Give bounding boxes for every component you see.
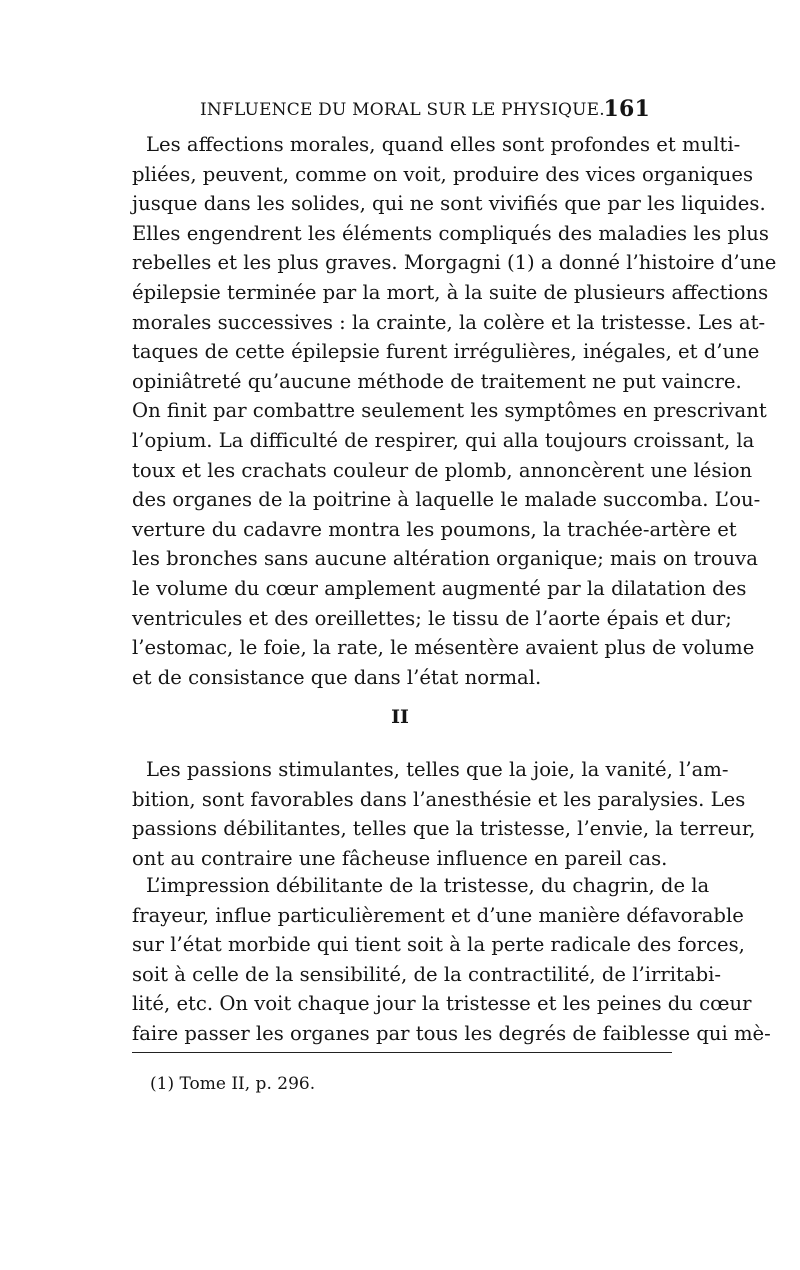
text-line: frayeur, influe particulièrement et d’une manière défavorable [132,903,744,927]
running-head [200,96,650,126]
text-line: lité, etc. On voit chaque jour la tristesse et les peines du cœur [132,992,752,1016]
text-line: des organes de la poitrine à laquelle le malade succomba. L’ou- [132,488,761,512]
section-heading: II [391,706,409,728]
text-line: rebelles et les plus graves. Morgagni (1) a donné l’histoire d’une [132,251,777,275]
text-line: l’estomac, le foie, la rate, le mésentère avaient plus de volume [132,636,755,660]
running-title: INFLUENCE DU MORAL SUR LE PHYSIQUE. [200,100,605,120]
paragraph-2 [132,755,756,873]
page-number: 161 [603,96,650,122]
text-line: jusque dans les solides, qui ne sont vivifiés que par les liquides. [132,192,766,216]
text-line: ont au contraire une fâcheuse influence en pareil cas. [132,846,668,870]
text-line: Elles engendrent les éléments compliqués des maladies les plus [132,221,769,245]
text-line: morales successives : la crainte, la colère et la tristesse. Les at- [132,310,766,334]
text-line: passions débilitantes, telles que la tristesse, l’envie, la terreur, [132,817,756,841]
text-line: et de consistance que dans l’état normal. [132,665,542,689]
text-line: l’opium. La difficulté de respirer, qui alla toujours croissant, la [132,428,755,452]
text-line: Les passions stimulantes, telles que la joie, la vanité, l’am- [146,758,729,781]
paragraph-3 [132,871,771,1049]
text-line: bition, sont favorables dans l’anesthésie et les paralysies. Les [132,787,746,811]
text-line: verture du cadavre montra les poumons, la trachée-artère et [132,517,737,541]
footnote-rule [132,1052,672,1053]
text-line: épilepsie terminée par la mort, à la suite de plusieurs affections [132,280,769,304]
text-line: ventricules et des oreillettes; le tissu de l’aorte épais et dur; [132,606,732,630]
text-line: Les affections morales, quand elles sont profondes et multi- [146,133,741,156]
text-line: sur l’état morbide qui tient soit à la perte radicale des forces, [132,933,745,957]
text-line: pliées, peuvent, comme on voit, produire des vices organiques [132,162,754,186]
footnote: (1) Tome II, p. 296. [150,1074,316,1094]
text-line: les bronches sans aucune altération organique; mais on trouva [132,547,758,571]
text-line: faire passer les organes par tous les degrés de faiblesse qui mè- [132,1021,771,1045]
text-line: On finit par combattre seulement les symptômes en prescrivant [132,399,767,423]
text-line: le volume du cœur amplement augmenté par la dilatation des [132,576,747,600]
paragraph-1 [132,130,777,692]
text-line: L’impression débilitante de la tristesse, du chagrin, de la [146,874,710,897]
text-line: toux et les crachats couleur de plomb, annoncèrent une lésion [132,458,753,482]
text-line: soit à celle de la sensibilité, de la contractilité, de l’irritabi- [132,962,721,986]
text-line: taques de cette épilepsie furent irrégulières, inégales, et d’une [132,340,760,364]
text-line: opiniâtreté qu’aucune méthode de traitement ne put vaincre. [132,369,742,393]
